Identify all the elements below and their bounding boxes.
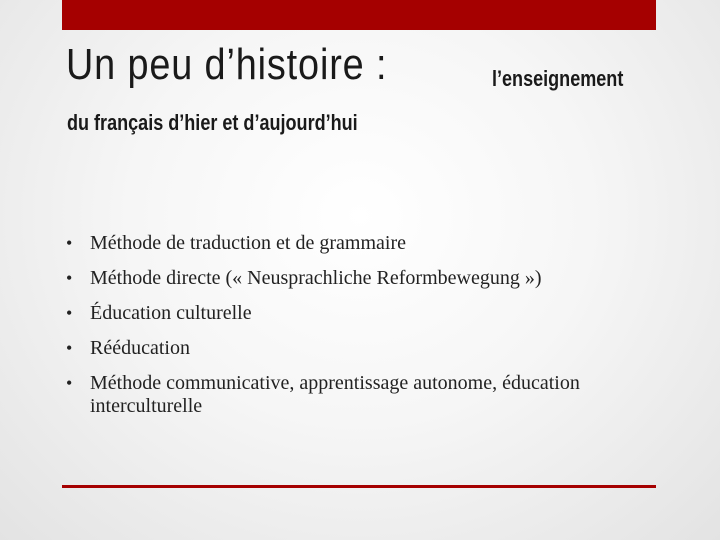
bullet-item xyxy=(66,337,666,360)
bullet-text: Méthode de traduction et de grammaire xyxy=(90,232,406,254)
title-main-text: Un peu d’histoire : xyxy=(66,40,388,89)
bullet-text: Méthode directe (« Neusprachliche Reformbewegung ») xyxy=(90,267,542,289)
top-accent-bar xyxy=(62,0,656,30)
bullet-icon: • xyxy=(66,268,73,288)
bullet-item xyxy=(66,267,666,290)
bullet-text: Rééducation xyxy=(90,337,190,359)
bullet-text: Éducation culturelle xyxy=(90,302,252,324)
bottom-divider xyxy=(62,485,656,488)
bullet-icon: • xyxy=(66,303,73,323)
bullet-item xyxy=(66,232,666,255)
bullet-icon: • xyxy=(66,338,73,358)
bullet-list xyxy=(66,232,666,418)
bullet-icon: • xyxy=(66,373,73,393)
slide-title xyxy=(66,40,666,90)
bullet-text: Méthode communicative, apprentissage autonome, éducation interculturelle xyxy=(90,372,580,417)
bullet-item xyxy=(66,372,666,418)
bullet-icon: • xyxy=(66,233,73,253)
slide-subtitle: du français d’hier et d’aujourd’hui xyxy=(67,110,358,135)
title-small-text: l’enseignement xyxy=(492,66,624,91)
bullet-item xyxy=(66,302,666,325)
